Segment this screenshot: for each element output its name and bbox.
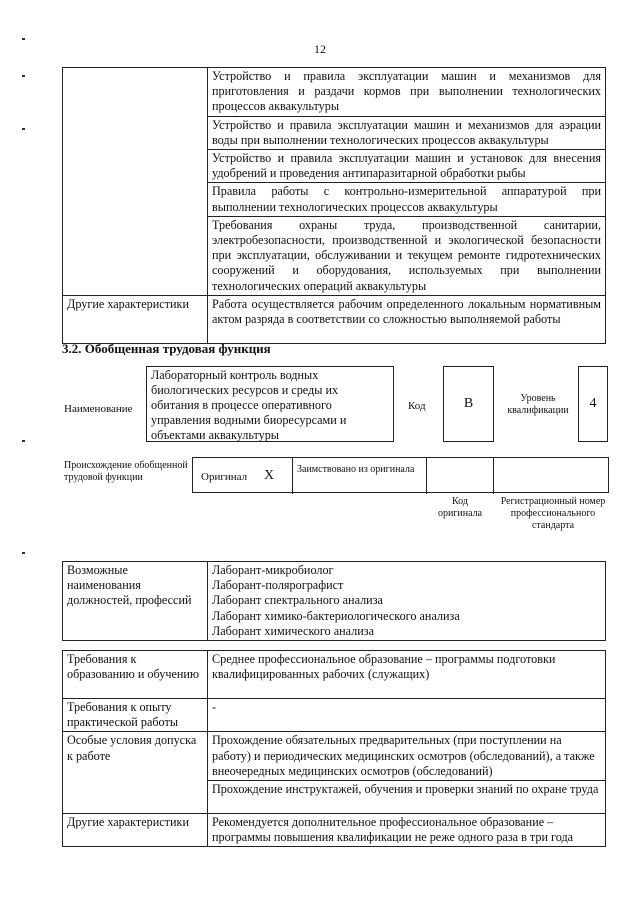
original-mark: X (264, 468, 275, 483)
divider (493, 458, 494, 494)
margin-mark (22, 75, 25, 77)
table-row (63, 295, 606, 343)
table-cell: Работа осуществляется рабочим определенного локальным нормативным актом разряда в соответствии со сложностью выполняемой работы (208, 295, 606, 343)
row-label: Другие характеристики (63, 814, 208, 847)
table-cell: Среднее профессиональное образование – программы подготовки квалифицированных рабочих (служащих) (208, 651, 606, 699)
row-label: Требования к образованию и обучению (63, 651, 208, 699)
table-row (63, 562, 606, 641)
original-label: Оригинал (201, 471, 248, 483)
borrowed-label: Заимствовано из оригинала (297, 464, 415, 475)
margin-mark (22, 552, 25, 554)
margin-mark (22, 38, 25, 40)
table-cell: Рекомендуется дополнительное профессиональное образование – программы повышения квалификации не реже одного раза в три года (208, 814, 606, 847)
list-item: Лаборант-полярографист (212, 578, 344, 593)
row-label: Требования к опыту практической работы (63, 699, 208, 732)
code-value: B (443, 366, 494, 442)
divider (292, 458, 293, 494)
table-cell: Прохождение обязательных предварительных (при поступлении на работу) и периодических медицинских осмотров (обследований), а также внеочередных медицинских осмотров (обследований) (208, 732, 606, 781)
origin-label: Происхождение обобщенной трудовой функции (64, 460, 188, 483)
table-cell: Устройство и правила эксплуатации машин и механизмов для приготовления и раздачи кормов при выполнении технологических процессов аквакультуры (208, 68, 606, 117)
row-label: Особые условия допуска к работе (63, 732, 208, 814)
row-label: Другие характеристики (63, 295, 208, 343)
requirements-table (62, 650, 606, 847)
origin-code-caption: Код оригинала (437, 496, 483, 519)
knowledge-table (62, 67, 606, 344)
table-row (63, 699, 606, 732)
margin-mark (22, 128, 25, 130)
table-cell: Прохождение инструктажей, обучения и проверки знаний по охране труда (208, 781, 606, 814)
table-row (63, 732, 606, 781)
list-item: Лаборант-микробиолог (212, 563, 334, 577)
table-row (63, 814, 606, 847)
list-item: Лаборант химико-бактериологического анализа (212, 608, 460, 623)
level-label: Уровень квалификации (507, 393, 569, 416)
row-label (63, 68, 208, 296)
name-value: Лабораторный контроль водных биологических ресурсов и среды их обитания в процессе оперативного управления водными биоресурсами и объектами аквакультуры (146, 366, 394, 442)
table-cell: Устройство и правила эксплуатации машин и механизмов для аэрации воды при выполнении технологических процессов аквакультуры (208, 116, 606, 149)
table-cell: Требования охраны труда, производственной санитарии, электробезопасности, производственной и экологической безопасности при эксплуатации, обслуживании и текущем ремонте гидротехнических сооружений и оборудования, используемых при выполнении технологических операций аквакультуры (208, 216, 606, 295)
page-number: 12 (314, 42, 326, 56)
level-value: 4 (578, 366, 608, 442)
table-cell: Устройство и правила эксплуатации машин и установок для внесения удобрений и проведения антипаразитарной обработки рыбы (208, 150, 606, 183)
table-cell: - (208, 699, 606, 732)
origin-table (192, 457, 609, 493)
positions-list (208, 562, 606, 641)
name-label: Наименование (64, 403, 133, 415)
positions-table (62, 561, 606, 641)
table-row (63, 651, 606, 699)
code-label: Код (408, 400, 426, 412)
list-item: Лаборант химического анализа (212, 623, 374, 638)
margin-mark (22, 440, 25, 442)
reg-number-caption: Регистрационный номер профессионального стандарта (500, 496, 606, 531)
table-row (63, 68, 606, 117)
row-label: Возможные наименования должностей, профессий (63, 562, 208, 641)
section-heading: 3.2. Обобщенная трудовая функция (62, 341, 271, 356)
table-cell: Правила работы с контрольно-измерительной аппаратурой при выполнении технологических процессов аквакультуры (208, 183, 606, 216)
list-item: Лаборант спектрального анализа (212, 593, 383, 608)
divider (426, 458, 427, 494)
